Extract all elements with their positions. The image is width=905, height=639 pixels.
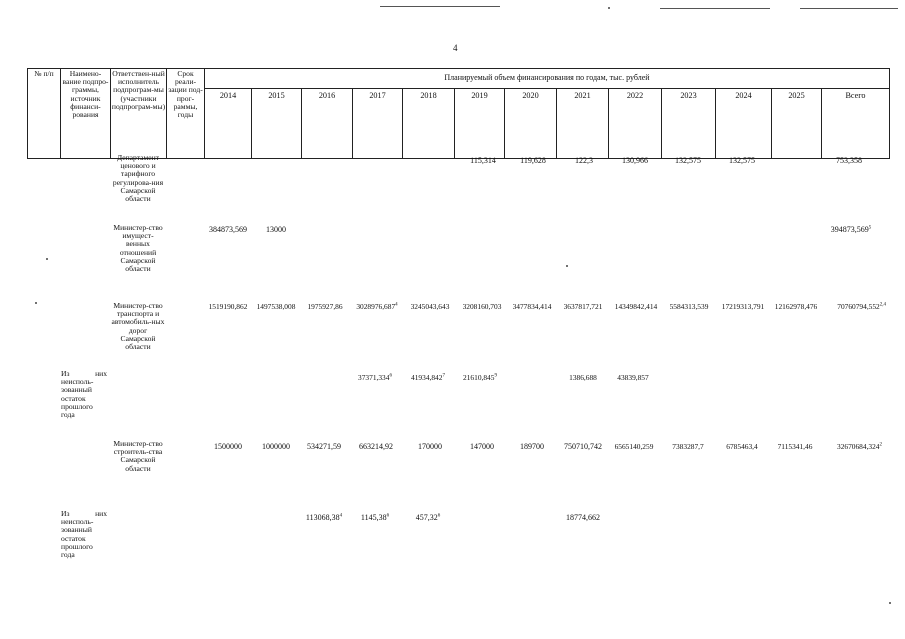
header-year: 2019	[455, 89, 505, 159]
header-total: Всего	[822, 89, 890, 159]
header-year: 2017	[353, 89, 403, 159]
value-cell: 132,575	[729, 156, 755, 165]
value-cell: 457,32$^6$	[415, 513, 441, 522]
value-cell: 37371,334$^6$	[358, 373, 392, 382]
source-unused-balance-2: Из них неисполь-зованный остаток прошлого года	[61, 509, 107, 560]
header-year: 2014	[205, 89, 252, 159]
header-year: 2020	[505, 89, 557, 159]
value-cell: 147000	[470, 442, 494, 451]
value-cell: 12162978,476	[774, 302, 818, 311]
value-cell: 122,3	[575, 156, 593, 165]
value-cell: 43839,857	[617, 373, 649, 382]
value-cell: 3245043,643	[410, 302, 450, 311]
value-cell: 6785463,4	[726, 442, 758, 451]
value-cell: 21610,845$^9$	[463, 373, 497, 382]
value-cell: 132,575	[675, 156, 701, 165]
value-cell: 119,628	[520, 156, 546, 165]
value-cell: 3028976,687$^4$	[356, 302, 398, 311]
scan-artifact-dot	[46, 258, 48, 260]
header-year: 2015	[252, 89, 302, 159]
header-col-term: Срок реали-зации под-прог-раммы, годы	[167, 69, 205, 159]
value-cell: 6565140,259	[614, 442, 654, 451]
value-cell-total: 753,358	[836, 156, 862, 165]
value-cell: 1386,688	[569, 373, 597, 382]
value-cell: 3637817,721	[563, 302, 603, 311]
value-cell: 1975927,86	[307, 302, 343, 311]
value-cell: 115,314	[470, 156, 496, 165]
executor-ministry-transport: Министер-ство транспорта и автомобиль-ных дорог Самарской области	[111, 301, 165, 352]
executor-ministry-property: Министер-ство имущест-венных отношений Самарской области	[113, 223, 163, 274]
value-cell: 17219313,791	[721, 302, 765, 311]
value-cell: 5584313,539	[669, 302, 709, 311]
header-year: 2025	[772, 89, 822, 159]
value-cell: 1497538,008	[256, 302, 296, 311]
value-cell: 189700	[520, 442, 544, 451]
scan-artifact-line	[380, 6, 500, 7]
value-cell: 7115341,46	[777, 442, 813, 451]
executor-ministry-construction: Министер-ство строитель-ства Самарской области	[113, 439, 163, 473]
header-year: 2024	[716, 89, 772, 159]
value-cell: 13000	[266, 225, 286, 234]
header-year: 2016	[302, 89, 353, 159]
value-cell: 1519190,862	[208, 302, 248, 311]
header-year: 2018	[403, 89, 455, 159]
value-cell: 663214,92	[359, 442, 393, 451]
value-cell: 750710,742	[564, 442, 602, 451]
value-cell: 14349842,414	[614, 302, 658, 311]
page-number: 4	[453, 43, 458, 53]
value-cell: 1145,38$^6$	[360, 513, 390, 522]
header-year: 2022	[609, 89, 662, 159]
scan-artifact-line	[660, 8, 770, 9]
value-cell: 1500000	[214, 442, 242, 451]
value-cell: 7383287,7	[672, 442, 704, 451]
scan-artifact-dot	[566, 265, 568, 267]
executor-dept-tariff: Департамент ценового и тарифного регулирова-ния Самарской области	[112, 153, 164, 204]
value-cell: 384873,569	[209, 225, 247, 234]
value-cell: 113068,38$^4$	[305, 513, 343, 522]
value-cell: 534271,59	[307, 442, 341, 451]
value-cell-total: 70760794,552$^{2,4}$	[837, 302, 886, 311]
value-cell: 1000000	[262, 442, 290, 451]
value-cell: 170000	[418, 442, 442, 451]
header-col-funding-title: Планируемый объем финансирования по годам, тыс. рублей	[205, 69, 890, 89]
source-unused-balance-1: Из них неисполь-зованный остаток прошлого года	[61, 369, 107, 420]
funding-table-header	[27, 68, 890, 159]
header-year: 2023	[662, 89, 716, 159]
value-cell-total: 32670684,324$^2$	[837, 442, 882, 451]
value-cell: 41934,842$^7$	[411, 373, 445, 382]
value-cell: 3477834,414	[512, 302, 552, 311]
value-cell: 18774,662	[566, 513, 600, 522]
scan-artifact-line	[800, 8, 898, 9]
scan-artifact-dot	[889, 602, 891, 604]
header-col-number: № п/п	[28, 69, 61, 159]
scan-artifact-dot	[35, 302, 37, 304]
header-year: 2021	[557, 89, 609, 159]
scan-artifact-dot	[608, 7, 610, 9]
header-col-subprogram-name: Наимено-вание подпро-граммы, источник финанси-рования	[61, 69, 111, 159]
value-cell: 3208160,703	[462, 302, 502, 311]
value-cell-total: 394873,569$^5$	[830, 225, 872, 234]
header-col-executor: Ответствен-ный исполнитель подпрограм-мы (участники подпрограм-мы)	[111, 69, 167, 159]
value-cell: 130,966	[622, 156, 648, 165]
